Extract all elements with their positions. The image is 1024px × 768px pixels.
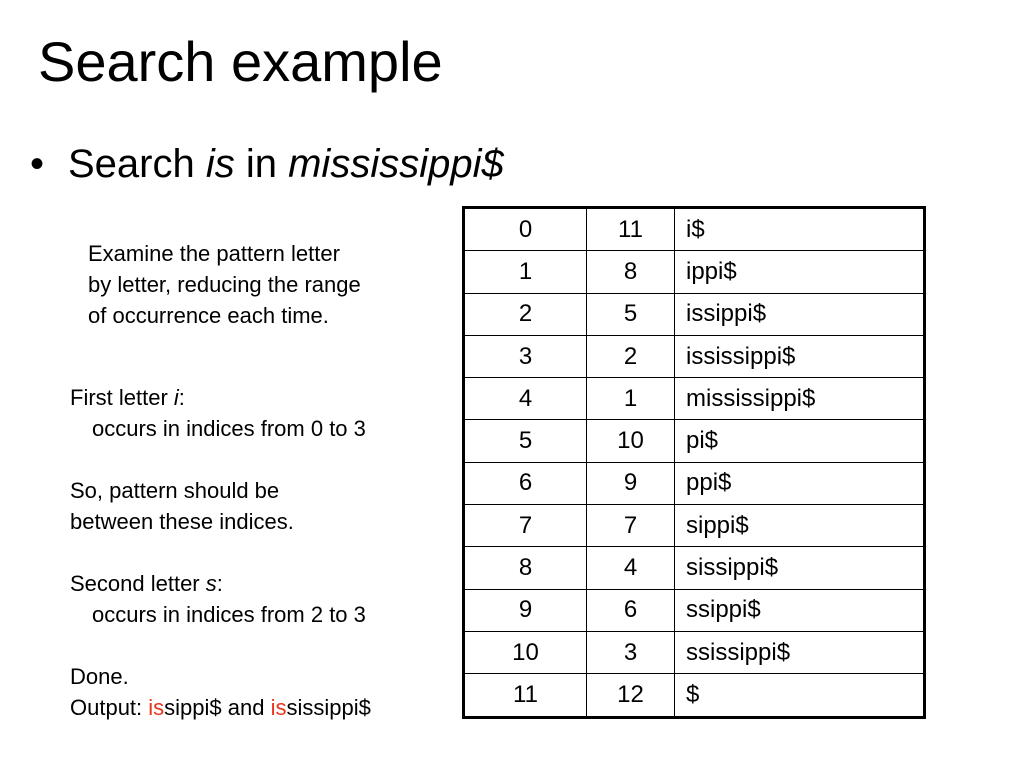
row-index-cell: 6: [464, 462, 587, 504]
row-index-cell: 1: [464, 251, 587, 293]
second-letter-range: occurs in indices from 2 to 3: [92, 602, 366, 627]
explanation-note: [88, 238, 361, 331]
output-2-rest: sissippi$: [286, 695, 371, 720]
bullet-text: mississippi$: [288, 142, 504, 186]
table-row: [464, 208, 925, 251]
second-letter-value: s: [205, 571, 217, 596]
suffix-position-cell: 7: [587, 505, 675, 547]
spacer: [70, 444, 371, 475]
table-row: [464, 293, 925, 335]
table-row: [464, 378, 925, 420]
suffix-position-cell: 8: [587, 251, 675, 293]
suffix-text-cell: ississippi$: [675, 335, 925, 377]
spacer: [70, 630, 371, 661]
row-index-cell: 7: [464, 505, 587, 547]
suffix-position-cell: 3: [587, 631, 675, 673]
search-steps: [70, 382, 371, 723]
suffix-text-cell: pi$: [675, 420, 925, 462]
second-letter-colon: :: [216, 571, 223, 596]
table-row: [464, 420, 925, 462]
suffix-array-table: [462, 206, 926, 719]
bullet-middle: in: [234, 142, 289, 186]
table-row: [464, 547, 925, 589]
table-row: [464, 251, 925, 293]
suffix-text-cell: issippi$: [675, 293, 925, 335]
suffix-text-cell: ssissippi$: [675, 631, 925, 673]
suffix-position-cell: 10: [587, 420, 675, 462]
bullet-pattern: is: [205, 142, 235, 186]
suffix-text-cell: i$: [675, 208, 925, 251]
suffix-position-cell: 6: [587, 589, 675, 631]
suffix-position-cell: 5: [587, 293, 675, 335]
spacer: [70, 537, 371, 568]
table-row: [464, 631, 925, 673]
suffix-text-cell: sippi$: [675, 505, 925, 547]
bullet-search-statement: [30, 141, 504, 187]
second-letter-label: Second letter: [70, 571, 206, 596]
row-index-cell: 2: [464, 293, 587, 335]
first-letter-colon: :: [178, 385, 185, 410]
table-row: [464, 335, 925, 377]
row-index-cell: 5: [464, 420, 587, 462]
table-row: [464, 462, 925, 504]
row-index-cell: 4: [464, 378, 587, 420]
so-line-1: So, pattern should be: [70, 478, 280, 503]
output-and: and: [221, 695, 271, 720]
explanation-line: by letter, reducing the range: [88, 272, 361, 297]
row-index-cell: 0: [464, 208, 587, 251]
suffix-text-cell: ppi$: [675, 462, 925, 504]
output-1-match: is: [148, 695, 165, 720]
bullet-prefix: Search: [68, 142, 206, 186]
suffix-text-cell: ippi$: [675, 251, 925, 293]
suffix-text-cell: mississippi$: [675, 378, 925, 420]
table-row: [464, 674, 925, 717]
first-letter-range: occurs in indices from 0 to 3: [92, 416, 366, 441]
suffix-text-cell: $: [675, 674, 925, 717]
done-line: Done.: [70, 664, 129, 689]
row-index-cell: 10: [464, 631, 587, 673]
suffix-position-cell: 2: [587, 335, 675, 377]
output-1-rest: sippi$: [164, 695, 222, 720]
row-index-cell: 9: [464, 589, 587, 631]
output-2-match: is: [270, 695, 287, 720]
first-letter-value: i: [173, 385, 179, 410]
second-letter-line: [70, 568, 371, 599]
suffix-position-cell: 12: [587, 674, 675, 717]
slide-title: Search example: [38, 30, 443, 93]
suffix-position-cell: 11: [587, 208, 675, 251]
explanation-line: of occurrence each time.: [88, 303, 329, 328]
so-line-2: between these indices.: [70, 509, 294, 534]
row-index-cell: 3: [464, 335, 587, 377]
bullet-icon: •: [30, 142, 45, 186]
suffix-array-body: [464, 208, 925, 718]
suffix-text-cell: sissippi$: [675, 547, 925, 589]
output-label: Output:: [70, 695, 149, 720]
first-letter-label: First letter: [70, 385, 174, 410]
first-letter-line: [70, 382, 371, 413]
explanation-line: Examine the pattern letter: [88, 241, 340, 266]
suffix-text-cell: ssippi$: [675, 589, 925, 631]
output-line: [70, 692, 371, 723]
suffix-position-cell: 4: [587, 547, 675, 589]
suffix-position-cell: 1: [587, 378, 675, 420]
row-index-cell: 11: [464, 674, 587, 717]
table-row: [464, 505, 925, 547]
row-index-cell: 8: [464, 547, 587, 589]
suffix-position-cell: 9: [587, 462, 675, 504]
table-row: [464, 589, 925, 631]
